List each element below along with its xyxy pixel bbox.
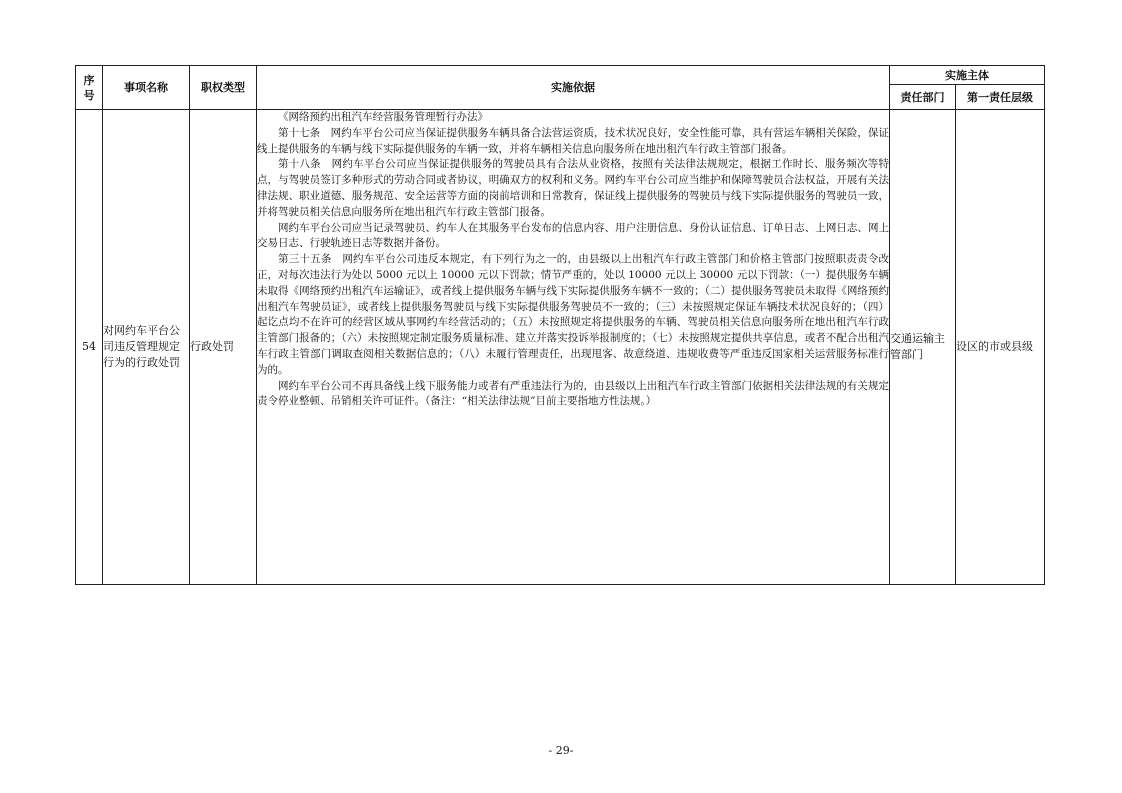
row-item-name: 对网约车平台公司违反管理规定行为的行政处罚 [103, 110, 190, 585]
header-power-type: 职权类型 [190, 66, 257, 110]
header-seq: 序号 [76, 66, 103, 110]
power-list-table [75, 65, 1045, 585]
row-level: 设区的市或县级 [956, 110, 1045, 585]
row-dept: 交通运输主管部门 [890, 110, 956, 585]
basis-doc-title: 《网络预约出租汽车经营服务管理暂行办法》 [278, 111, 488, 123]
row-basis [257, 110, 890, 585]
basis-article-17: 第十七条 网约车平台公司应当保证提供服务车辆具备合法营运资质，技术状况良好，安全性能可靠，具有营运车辆相关保险，保证线上提供服务的车辆与线下实际提供服务的车辆一致，并将车辆相关信息向服务所在地出租汽车行政主管部门报备。 [257, 126, 889, 155]
basis-record-clause: 网约车平台公司应当记录驾驶员、约车人在其服务平台发布的信息内容、用户注册信息、身份认证信息、订单日志、上网日志、网上交易日志、行驶轨迹日志等数据并备份。 [257, 221, 889, 250]
row-seq: 54 [76, 110, 103, 585]
row-power-type: 行政处罚 [190, 110, 257, 585]
page-number: - 29- [548, 744, 574, 757]
header-row-1 [76, 66, 1045, 85]
header-subject: 实施主体 [890, 66, 1045, 85]
header-level: 第一责任层级 [956, 85, 1045, 110]
basis-article-35: 第三十五条 网约车平台公司违反本规定，有下列行为之一的，由县级以上出租汽车行政主管部门和价格主管部门按照职责责令改正，对每次违法行为处以 5000 元以上 10000 元以下罚款；情节严重的，处以 10000 元以上 30000 元以下罚款：（一）提供服务车辆未取得《网络预约出租汽车运输证》，或者线上提供服务车辆与线下实际提供服务车辆不一致的；（二）提供服务驾驶员未取得《网络预约出租汽车驾驶员证》，或者线上提供服务驾驶员与线下实际提供服务驾驶员不一致的；（三）未按照规定保证车辆技术状况良好的；（四）起讫点均不在许可的经营区域从事网约车经营活动的；（五）未按照规定将提供服务的车辆、驾驶员相关信息向服务所在地出租汽车行政主管部门报备的；（六）未按照规定制定服务质量标准、建立并落实投诉举报制度的；（七）未按照规定提供共享信息，或者不配合出租汽车行政主管部门调取查阅相关数据信息的；（八）未履行管理责任，出现甩客、故意绕道、违规收费等严重违反国家相关运营服务标准行为的。 [257, 253, 889, 376]
table-row [76, 110, 1045, 585]
basis-revocation-clause: 网约车平台公司不再具备线上线下服务能力或者有严重违法行为的，由县级以上出租汽车行政主管部门依据相关法律法规的有关规定责令停业整顿、吊销相关许可证件。（备注：“相关法律法规”目前主要指地方性法规。） [257, 379, 889, 408]
basis-article-18: 第十八条 网约车平台公司应当保证提供服务的驾驶员具有合法从业资格，按照有关法律法规规定，根据工作时长、服务频次等特点，与驾驶员签订多种形式的劳动合同或者协议，明确双方的权利和义务。网约车平台公司应当维护和保障驾驶员合法权益，开展有关法律法规、职业道德、服务规范、安全运营等方面的岗前培训和日常教育，保证线上提供服务的驾驶员与线下实际提供服务的驾驶员一致，并将驾驶员相关信息向服务所在地出租汽车行政主管部门报备。 [257, 158, 889, 218]
header-item-name: 事项名称 [103, 66, 190, 110]
header-basis: 实施依据 [257, 66, 890, 110]
header-dept: 责任部门 [890, 85, 956, 110]
